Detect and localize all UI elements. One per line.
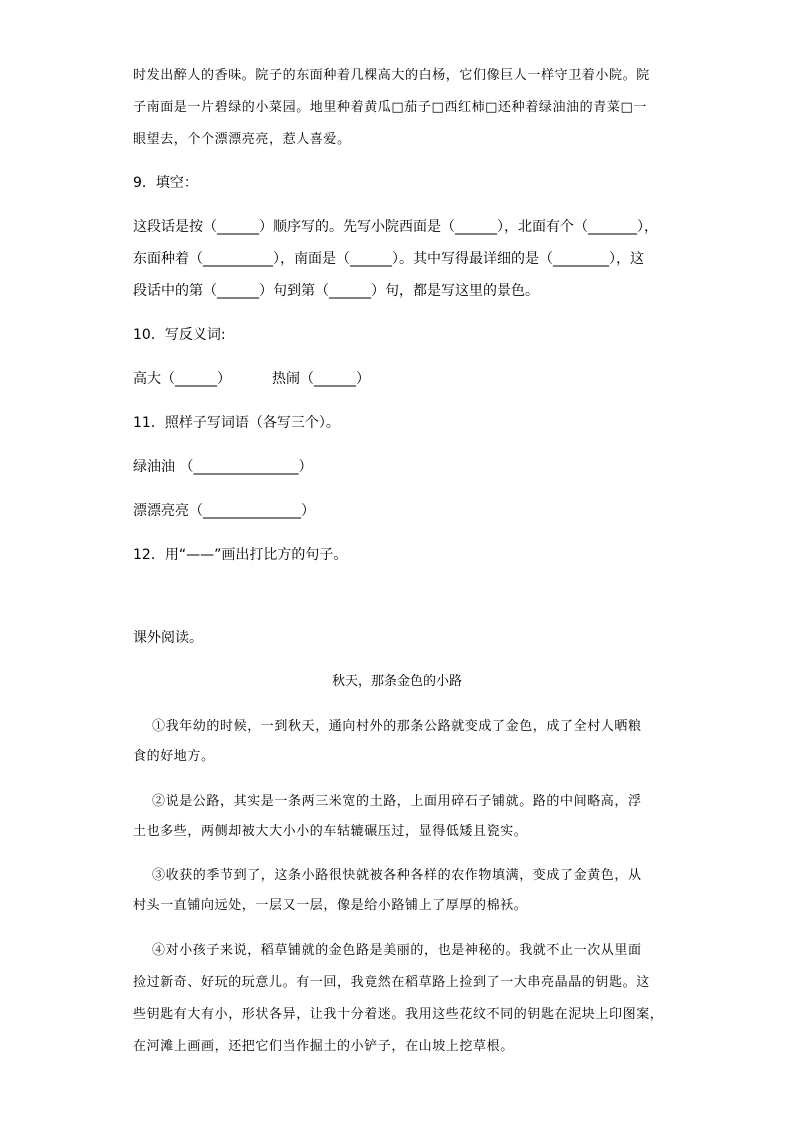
question-10-heading: 10．写反义词: [133, 327, 226, 343]
paragraph-line: 村头一直铺向远处，一层又一层，像是给小路铺上了厚厚的棉袄。 [133, 898, 528, 913]
question-9-line: 这段话是按（______）顺序写的。先写小院西面是（______），北面有个（_______）， [133, 219, 658, 235]
paragraph-line: ②说是公路，其实是一条两三米宽的土路，上面用碎石子铺就。路的中间略高，浮 [152, 794, 642, 809]
paragraph-line: ③收获的季节到了，这条小路很快就被各种各样的农作物填满，变成了金黄色，从 [152, 868, 642, 883]
paragraph-line: 些钥匙有大有小，形状各异，让我十分着迷。我用这些花纹不同的钥匙在泥块上印图案， [133, 1007, 664, 1022]
passage-line: 子南面是一片碧绿的小菜园。地里种着黄瓜□茄子□西红柿□还种着绿油油的青菜□一 [133, 100, 647, 115]
section-title: 课外阅读。 [133, 630, 203, 646]
question-9-heading: 9．填空： [133, 175, 198, 191]
question-11-heading: 11．照样子写词语（各写三个）。 [133, 415, 340, 431]
question-9-line: 段话中的第（______）句到第（______）句，都是写这里的景色。 [133, 283, 539, 299]
question-9-line: 东面种着（__________），南面是（______）。其中写得最详细的是（________），这 [133, 251, 644, 267]
paragraph-line: 在河滩上画画，还把它们当作掘土的小铲子，在山坡上挖草根。 [133, 1039, 514, 1054]
paragraph-line: 捡过新奇、好玩的玩意儿。有一回，我竟然在稻草路上捡到了一大串亮晶晶的钥匙。这 [133, 975, 650, 990]
paragraph-line: ④对小孩子来说，稻草铺就的金色路是美丽的，也是神秘的。我就不止一次从里面 [152, 943, 642, 958]
question-11-item: 绿油油 （_______________） [133, 459, 313, 475]
paragraph-line: ①我年幼的时候，一到秋天，通向村外的那条公路就变成了金色，成了全村人晒粮 [152, 719, 642, 734]
passage-line: 眼望去，个个漂漂亮亮，惹人喜爱。 [133, 132, 351, 147]
question-10-item: 高大（______） [133, 371, 231, 387]
question-12-heading: 12．用“——”画出打比方的句子。 [133, 547, 348, 563]
article-title: 秋天，那条金色的小路 [331, 674, 462, 689]
question-10-item: 热闹（______） [272, 371, 370, 387]
paragraph-line: 食的好地方。 [133, 749, 215, 764]
question-11-item: 漂漂亮亮（______________） [133, 503, 315, 519]
paragraph-line: 土也多些，两侧却被大大小小的车轱辘碾压过，显得低矮且瓷实。 [133, 824, 528, 839]
passage-line: 时发出醉人的香味。院子的东面种着几棵高大的白杨，它们像巨人一样守卫着小院。院 [133, 68, 650, 83]
